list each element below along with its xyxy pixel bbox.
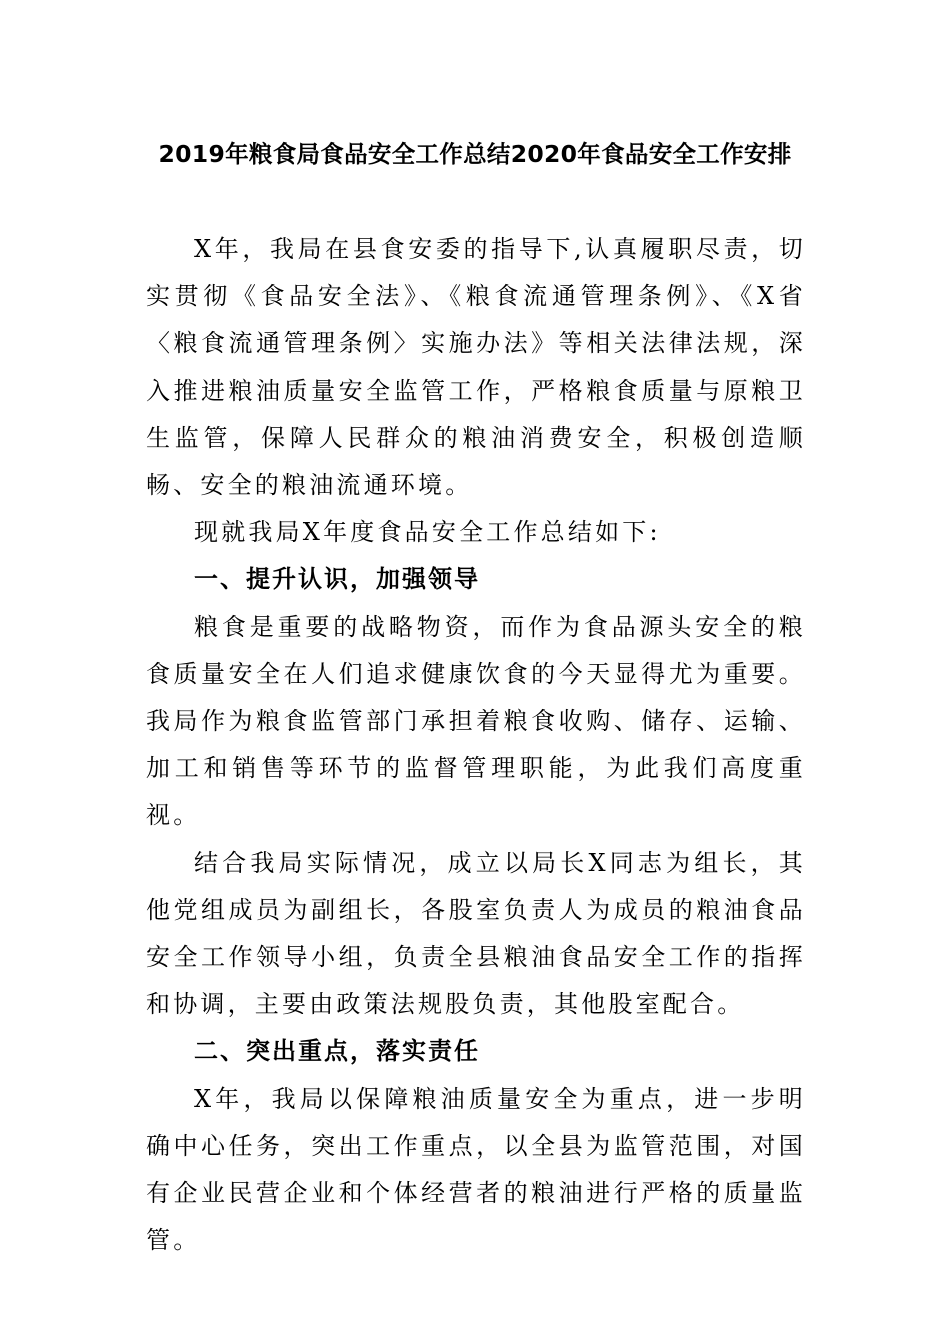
intro-paragraph: X年，我局在县食安委的指导下,认真履职尽责，切实贯彻《食品安全法》、《粮食流通管理条例》、《X省〈粮食流通管理条例〉实施办法》等相关法律法规，深入推进粮油质量安全监管工作，严格粮食质量与原粮卫生监管，保障人民群众的粮油消费安全，积极创造顺畅、安全的粮油流通环境。 — [146, 235, 806, 500]
document-title: 2019年粮食局食品安全工作总结2020年食品安全工作安排 — [158, 140, 792, 168]
document-body — [146, 226, 806, 1264]
summary-lead-paragraph: 现就我局X年度食品安全工作总结如下: — [194, 518, 661, 547]
section-1-paragraph-2: 结合我局实际情况，成立以局长X同志为组长，其他党组成员为副组长，各股室负责人为成员的粮油食品安全工作领导小组，负责全县粮油食品安全工作的指挥和协调，主要由政策法规股负责，其他股室配合。 — [146, 848, 806, 1019]
section-2-paragraph-1: X年，我局以保障粮油质量安全为重点，进一步明确中心任务，突出工作重点，以全县为监管范围，对国有企业民营企业和个体经营者的粮油进行严格的质量监管。 — [146, 1084, 806, 1255]
section-heading-1: 一、提升认识，加强领导 — [194, 565, 480, 594]
section-heading-2: 二、突出重点，落实责任 — [194, 1037, 480, 1066]
section-1-paragraph-1: 粮食是重要的战略物资，而作为食品源头安全的粮食质量安全在人们追求健康饮食的今天显得尤为重要。我局作为粮食监管部门承担着粮食收购、储存、运输、加工和销售等环节的监督管理职能，为此我们高度重视。 — [146, 612, 806, 830]
